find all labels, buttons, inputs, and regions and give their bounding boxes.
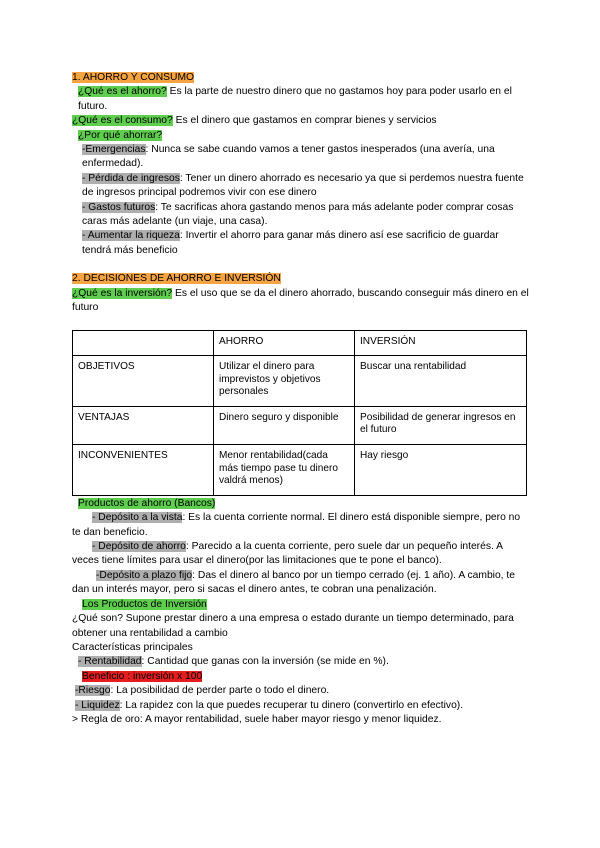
answer-consumo: Es el dinero que gastamos en comprar bienes y servicios xyxy=(172,115,437,127)
table-cell: Buscar una rentabilidad xyxy=(355,356,527,407)
table-cell: Utilizar el dinero para imprevistos y objetivos personales xyxy=(214,356,355,407)
producto-text: : Parecido a la cuenta corriente, pero suele dar un pequeño interés. A veces tiene límites para usar el dinero(por las limitaciones que te pone el banco). xyxy=(72,541,503,567)
reason-text: : Invertir el ahorro para ganar más dinero así ese sacrificio de guardar tendrá más beneficio xyxy=(82,230,499,256)
table-cell: Dinero seguro y disponible xyxy=(214,406,355,444)
reason-text: : Te sacrificas ahora gastando menos para más adelante poder comprar cosas caras más adelante (un viaje, una casa). xyxy=(82,201,514,228)
inversion-definition xyxy=(72,287,530,316)
regla-de-oro: > Regla de oro: A mayor rentabilidad, suele haber mayor riesgo y menor liquidez. xyxy=(72,713,442,725)
table-row xyxy=(73,406,527,444)
question-porque-ahorrar: ¿Por qué ahorrar? xyxy=(78,129,163,141)
liquidez-label: - Liquidez xyxy=(75,699,120,711)
rentabilidad-item xyxy=(72,655,530,669)
table-cell: OBJETIVOS xyxy=(73,356,214,407)
reason-item xyxy=(72,143,530,172)
reason-text: : Tener un dinero ahorrado es necesario ya que si perdemos nuestra fuente de ingresos principal podremos vivir con ese dinero xyxy=(82,172,524,199)
ahorro-definition xyxy=(72,85,530,114)
answer-ahorro: Es la parte de nuestro dinero que no gastamos hoy para poder usarlo en el futuro. xyxy=(78,86,512,112)
question-ahorro: ¿Qué es el ahorro? xyxy=(78,86,167,98)
table-header-cell: INVERSIÓN xyxy=(355,330,527,356)
producto-text: : Es la cuenta corriente normal. El dinero está disponible siempre, pero no te dan beneficio. xyxy=(72,512,521,538)
formula-text: Beneficio : inversión x 100 xyxy=(82,670,203,682)
reason-item xyxy=(72,201,530,230)
liquidez-text: : La rapidez con la que puedes recuperar tu dinero (convertirlo en efectivo). xyxy=(119,699,464,711)
reason-label: - Aumentar la riqueza xyxy=(82,230,180,242)
producto-label: -Depósito a plazo fijo xyxy=(96,569,193,581)
reason-item xyxy=(72,229,530,258)
consumo-definition xyxy=(72,114,530,128)
table-header-cell: AHORRO xyxy=(214,330,355,356)
reason-text: : Nunca se sabe cuando vamos a tener gastos inesperados (una avería, una enfermedad). xyxy=(82,144,495,170)
comparison-table xyxy=(72,330,527,496)
liquidez-item xyxy=(72,699,530,713)
producto-item xyxy=(72,511,530,540)
table-cell: Posibilidad de generar ingresos en el futuro xyxy=(355,406,527,444)
table-row xyxy=(73,445,527,496)
producto-label: - Depósito a la vista xyxy=(92,512,183,524)
caracteristicas-heading: Características principales xyxy=(72,641,193,653)
question-inversion: ¿Qué es la inversión? xyxy=(72,287,173,299)
answer-inversion: Es el uso que se da el dinero ahorrado, buscando conseguir más dinero en el futuro xyxy=(72,287,529,314)
riesgo-label: -Riesgo xyxy=(75,685,111,697)
table-cell: INCONVENIENTES xyxy=(73,445,214,496)
formula-line xyxy=(72,670,530,684)
reason-label: - Gastos futuros xyxy=(82,201,156,213)
que-son-paragraph: ¿Qué son? Supone prestar dinero a una empresa o estado durante un tiempo determinado, para obtener una rentabilidad a cambio xyxy=(72,613,514,639)
table-cell: VENTAJAS xyxy=(73,406,214,444)
productos-inversion-title: Los Productos de Inversión xyxy=(82,598,207,610)
table-cell: Menor rentabilidad(cada más tiempo pase tu dinero valdrá menos) xyxy=(214,445,355,496)
reason-item xyxy=(72,172,530,201)
producto-item xyxy=(72,540,530,569)
table-cell: Hay riesgo xyxy=(355,445,527,496)
table-header-row xyxy=(73,330,527,356)
document-content xyxy=(72,71,530,727)
table-row xyxy=(73,356,527,407)
producto-text: : Das el dinero al banco por un tiempo cerrado (ej. 1 año). A cambio, te dan un interés mayor, pero si sacas el dinero antes, te cobran una penalización. xyxy=(72,569,515,596)
productos-inversion-heading xyxy=(72,598,530,612)
porque-heading xyxy=(72,129,530,143)
reason-label: -Emergencias xyxy=(82,144,146,156)
section1-title: 1. AHORRO Y CONSUMO xyxy=(72,72,195,83)
riesgo-text: : La posibilidad de perder parte o todo el dinero. xyxy=(110,685,330,697)
productos-ahorro-title: Productos de ahorro (Bancos) xyxy=(78,497,216,509)
section2-title: 2. DECISIONES DE AHORRO E INVERSIÓN xyxy=(72,273,281,285)
section1-heading xyxy=(72,71,530,85)
productos-ahorro-heading xyxy=(72,497,530,511)
reason-label: - Pérdida de ingresos xyxy=(82,172,180,184)
riesgo-item xyxy=(72,684,530,698)
section-spacer xyxy=(72,258,530,272)
producto-label: - Depósito de ahorro xyxy=(92,541,186,553)
rentabilidad-text: : Cantidad que ganas con la inversión (se mide en %). xyxy=(141,656,389,668)
section2-heading xyxy=(72,272,530,286)
table-header-cell xyxy=(73,330,214,356)
question-consumo: ¿Qué es el consumo? xyxy=(72,115,173,127)
producto-item xyxy=(72,569,530,598)
rentabilidad-label: - Rentabilidad xyxy=(78,656,142,668)
